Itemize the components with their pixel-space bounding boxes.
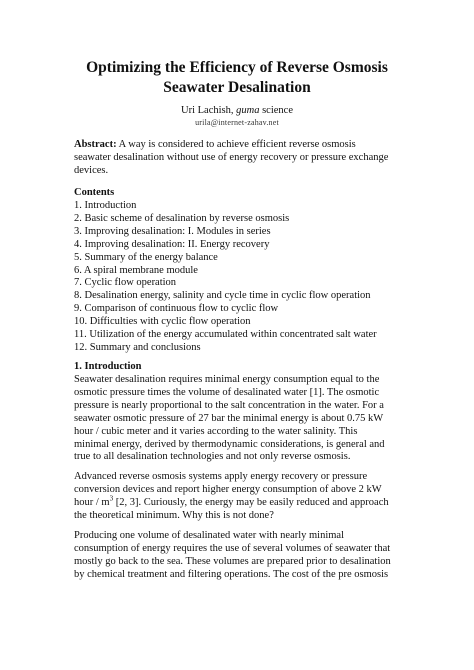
toc-item: 11. Utilization of the energy accumulated within concentrated salt water: [74, 329, 377, 341]
toc-item: 4. Improving desalination: II. Energy recovery: [74, 238, 270, 250]
abstract-line: seawater desalination without use of energy recovery or pressure exchange: [74, 151, 389, 163]
toc-item: 6. A spiral membrane module: [74, 264, 198, 276]
text-line: seawater osmotic pressure of 27 bar the minimal energy is about 0.75 kW: [74, 412, 384, 424]
intro-paragraph-2: [74, 471, 404, 523]
paper-title-line-2: Seawater Desalination: [163, 79, 311, 96]
text-line: consumption of energy requires the use of several volumes of seawater that: [74, 542, 391, 554]
author-affiliation: guma: [236, 105, 260, 116]
toc-item: 3. Improving desalination: I. Modules in series: [74, 225, 271, 237]
abstract: [74, 139, 404, 178]
paper-title-line-1: Optimizing the Efficiency of Reverse Osmosis: [86, 59, 388, 76]
text-line: true to all desalination technologies and not only reverse osmosis.: [74, 451, 351, 463]
superscript-3: 3: [109, 494, 114, 503]
author-email: urila@internet-zahav.net: [195, 118, 279, 127]
contents-heading: Contents: [74, 187, 115, 198]
toc-item: 10. Difficulties with cyclic flow operation: [74, 316, 251, 328]
abstract-label: Abstract:: [74, 139, 117, 150]
text-line: Seawater desalination requires minimal energy consumption equal to the: [74, 374, 380, 385]
text-line: pressure is nearly proportional to the salt concentration in the water. For a: [74, 399, 384, 411]
intro-paragraph-3: [74, 530, 404, 582]
abstract-line: Abstract: A way is considered to achieve efficient reverse osmosis: [74, 139, 356, 150]
toc-item: 2. Basic scheme of desalination by reverse osmosis: [74, 212, 290, 224]
table-of-contents: [74, 200, 414, 355]
text-line: osmotic pressure times the volume of desalinated water [1]. The osmotic: [74, 386, 380, 398]
toc-item: 9. Comparison of continuous flow to cyclic flow: [74, 303, 279, 315]
text-line: hour / $m^3$ [2, 3]. Curiously, the energy may be easily reduced and approach: [74, 494, 389, 508]
text-line: by chemical treatment and filtering operations. The cost of the pre osmosis: [74, 568, 389, 580]
author-affiliation-rest: science: [262, 105, 293, 116]
toc-item: 1. Introduction: [74, 200, 137, 211]
text-line: hour / cubic meter and it varies according to the water salinity. This: [74, 425, 358, 437]
author-line: [0, 104, 474, 117]
text-line: mostly go back to the sea. These volumes are prepared prior to desalination: [74, 555, 391, 567]
text-line: minimal energy, derived by thermodynamic considerations, is general and: [74, 438, 385, 450]
section-heading-introduction: 1. Introduction: [74, 361, 142, 372]
author-name: Uri Lachish,: [181, 105, 234, 116]
toc-item: 7. Cyclic flow operation: [74, 277, 177, 289]
intro-paragraph-1: [74, 374, 404, 464]
abstract-line: devices.: [74, 164, 109, 176]
text-line: Advanced reverse osmosis systems apply energy recovery or pressure: [74, 471, 368, 482]
text-line: the theoretical minimum. Why this is not done?: [74, 509, 274, 521]
toc-item: 12. Summary and conclusions: [74, 341, 201, 353]
text-line: conversion devices and report higher energy consumption of above 2 kW: [74, 483, 382, 495]
toc-item: 5. Summary of the energy balance: [74, 251, 218, 263]
toc-item: 8. Desalination energy, salinity and cycle time in cyclic flow operation: [74, 290, 371, 302]
text-line: Producing one volume of desalinated water with nearly minimal: [74, 530, 345, 541]
